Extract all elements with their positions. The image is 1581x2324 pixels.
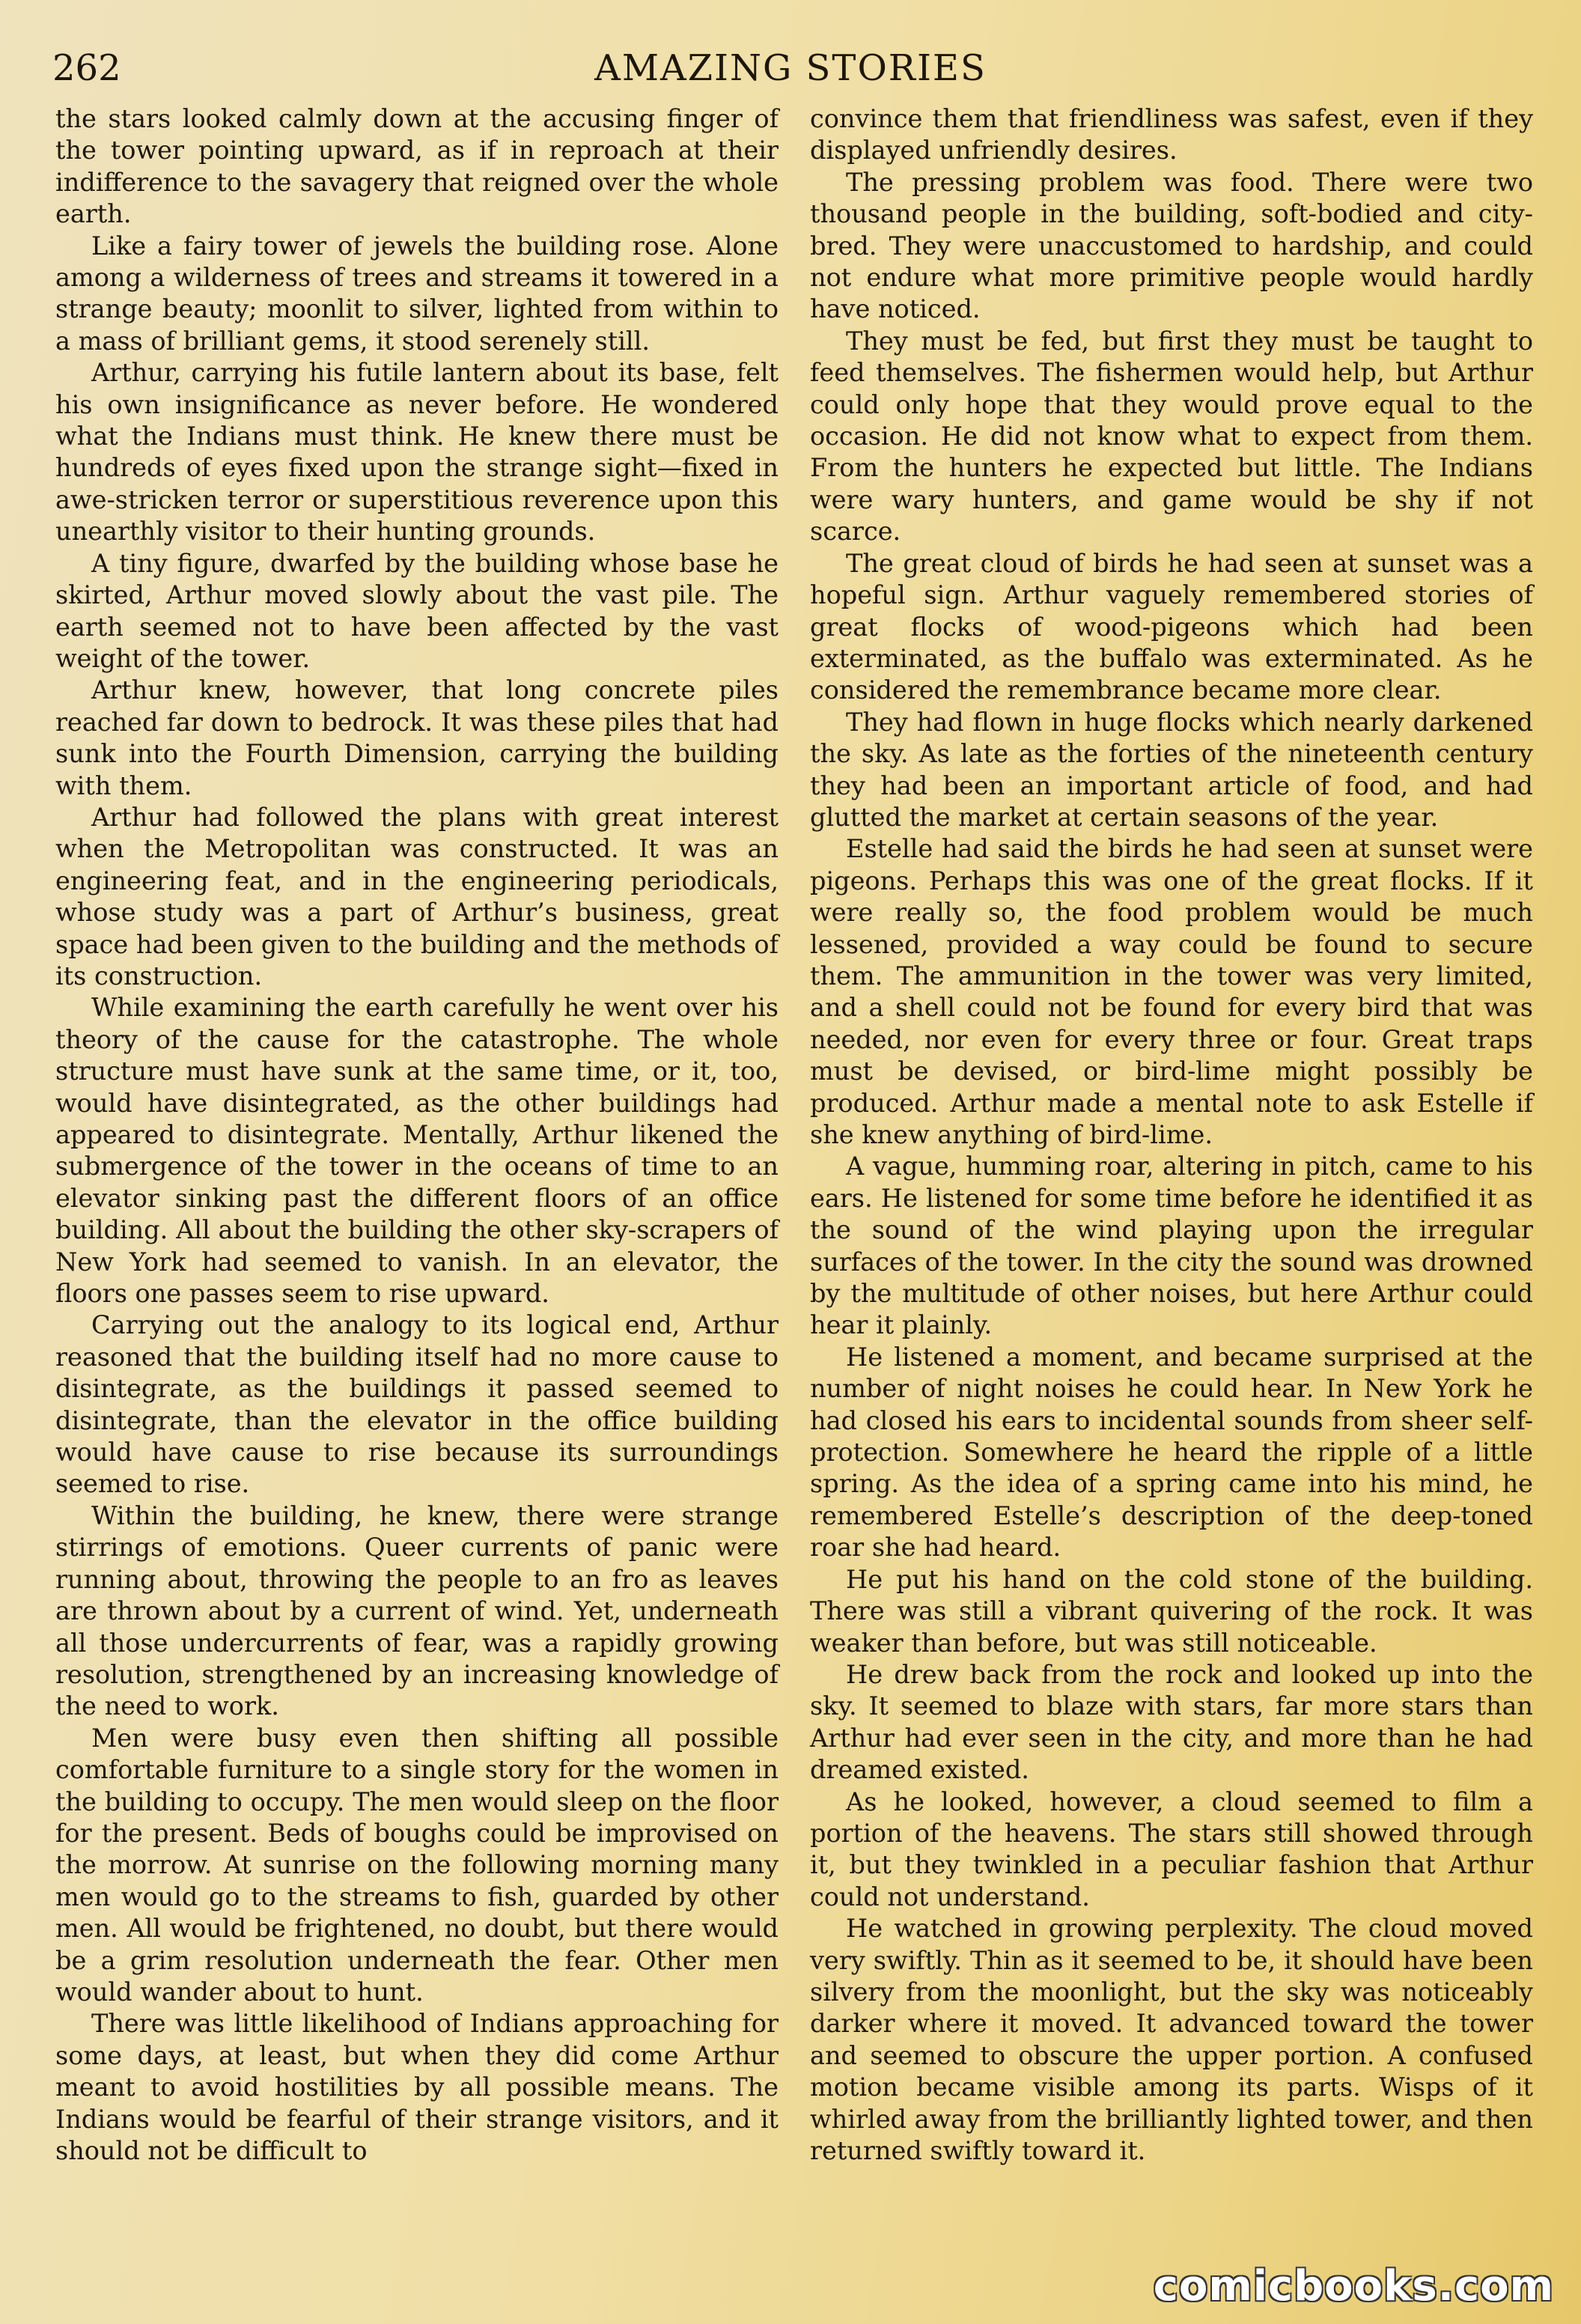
paragraph: While examining the earth carefully he went over his theory of the cause for the catastrophe. The whole structure must have sunk at the same time, or it, too, would have disintegrated, as the other buildings had appeared to disintegrate. Mentally, Arthur likened the submergence of the tower in the oceans of time to an elevator sinking past the different floors of an office building. All about the building the other sky-scrapers of New York had seemed to vanish. In an elevator, the floors one passes seem to rise upward. (55, 993, 779, 1309)
page-header (52, 42, 1529, 102)
paragraph: The pressing problem was food. There were two thousand people in the building, soft-bodied and city-bred. They were unaccustomed to hardship, and could not endure what more primitive people would hardly have noticed. (810, 167, 1533, 324)
left-column (55, 103, 779, 2167)
paragraph: He put his hand on the cold stone of the building. There was still a vibrant quivering of the rock. It was weaker than before, but was still noticeable. (810, 1564, 1533, 1658)
page-number: 262 (52, 47, 121, 89)
paragraph: A tiny figure, dwarfed by the building whose base he skirted, Arthur moved slowly about the vast pile. The earth seemed not to have been affected by the vast weight of the tower. (55, 548, 779, 673)
paragraph: Like a fairy tower of jewels the building rose. Alone among a wilderness of trees and streams it towered in a strange beauty; moonlit to silver, lighted from within to a mass of brilliant gems, it stood serenely still. (55, 231, 779, 356)
paragraph: He drew back from the rock and looked up into the sky. It seemed to blaze with stars, far more stars than Arthur had ever seen in the city, and more than he had dreamed existed. (810, 1659, 1533, 1785)
paragraph: There was little likelihood of Indians approaching for some days, at least, but when they did come Arthur meant to avoid hostilities by all possible means. The Indians would be fearful of their strange visitors, and it should not be difficult to (55, 2009, 779, 2165)
paragraph: As he looked, however, a cloud seemed to film a portion of the heavens. The stars still showed through it, but they twinkled in a peculiar fashion that Arthur could not understand. (810, 1786, 1533, 1911)
right-column (810, 103, 1533, 2167)
running-title: AMAZING STORIES (594, 47, 987, 89)
paragraph: Arthur had followed the plans with great interest when the Metropolitan was constructed. It was an engineering feat, and in the engineering periodicals, whose study was a part of Arthur’s business, great space had been given to the building and the methods of its construction. (55, 802, 779, 991)
paragraph: Within the building, he knew, there were strange stirrings of emotions. Queer currents of panic were running about, throwing the people to an fro as leaves are thrown about by a current of wind. Yet, underneath all those undercurrents of fear, was a rapidly growing resolution, strengthened by an increasing knowledge of the need to work. (55, 1500, 779, 1721)
paragraph: Arthur knew, however, that long concrete piles reached far down to bedrock. It was these piles that had sunk into the Fourth Dimension, carrying the building with them. (55, 675, 779, 800)
paragraph: the stars looked calmly down at the accusing finger of the tower pointing upward, as if in reproach at their indifference to the savagery that reigned over the whole earth. (55, 104, 779, 229)
paragraph: Arthur, carrying his futile lantern about its base, felt his own insignificance as never before. He wondered what the Indians must think. He knew there must be hundreds of eyes fixed upon the strange sight—fixed in awe-stricken terror or superstitious reverence upon this unearthly visitor to their hunting grounds. (55, 358, 779, 547)
paragraph: Estelle had said the birds he had seen at sunset were pigeons. Perhaps this was one of the great flocks. If it were really so, the food problem would be much lessened, provided a way could be found to secure them. The ammunition in the tower was very limited, and a shell could not be found for every bird that was needed, nor even for every three or four. Great traps must be devised, or bird-lime might possibly be produced. Arthur made a mental note to ask Estelle if she knew anything of bird-lime. (810, 834, 1533, 1149)
paragraph: A vague, humming roar, altering in pitch, came to his ears. He listened for some time before he identified it as the sound of the wind playing upon the irregular surfaces of the tower. In the city the sound was drowned by the multitude of other noises, but here Arthur could hear it plainly. (810, 1152, 1533, 1340)
paragraph: He watched in growing perplexity. The cloud moved very swiftly. Thin as it seemed to be, it should have been silvery from the moonlight, but the sky was noticeably darker where it moved. It advanced toward the tower and seemed to obscure the upper portion. A confused motion became visible among its parts. Wisps of it whirled away from the brilliantly lighted tower, and then returned swiftly toward it. (810, 1914, 1533, 2165)
paragraph: Carrying out the analogy to its logical end, Arthur reasoned that the building itself had no more cause to disintegrate, as the buildings it passed seemed to disintegrate, than the elevator in the office building would have cause to rise because its surroundings seemed to rise. (55, 1310, 779, 1499)
paragraph: Men were busy even then shifting all possible comfortable furniture to a single story for the women in the building to occupy. The men would sleep on the floor for the present. Beds of boughs could be improvised on the morrow. At sunrise on the following morning many men would go to the streams to fish, guarded by other men. All would be frightened, no doubt, but there would be a grim resolution underneath the fear. Other men would wander about to hunt. (55, 1723, 779, 2007)
paragraph: They had flown in huge flocks which nearly darkened the sky. As late as the forties of the nineteenth century they had been an important article of food, and had glutted the market at certain seasons of the year. (810, 707, 1533, 832)
paragraph: The great cloud of birds he had seen at sunset was a hopeful sign. Arthur vaguely remembered stories of great flocks of wood-pigeons which had been exterminated, as the buffalo was exterminated. As he considered the remembrance became more clear. (810, 548, 1533, 705)
paragraph: convince them that friendliness was safest, even if they displayed unfriendly desires. (810, 104, 1533, 165)
paragraph: They must be fed, but first they must be taught to feed themselves. The fishermen would help, but Arthur could only hope that they would prove equal to the occasion. He did not know what to expect from them. From the hunters he expected but little. The Indians were wary hunters, and game would be shy if not scarce. (810, 326, 1533, 547)
paragraph: He listened a moment, and became surprised at the number of night noises he could hear. In New York he had closed his ears to incidental sounds from sheer self-protection. Somewhere he heard the ripple of a little spring. As the idea of a spring came into his mind, he remembered Estelle’s description of the deep-toned roar she had heard. (810, 1342, 1533, 1563)
watermark-logo: comicbooks.com (1153, 2262, 1554, 2311)
